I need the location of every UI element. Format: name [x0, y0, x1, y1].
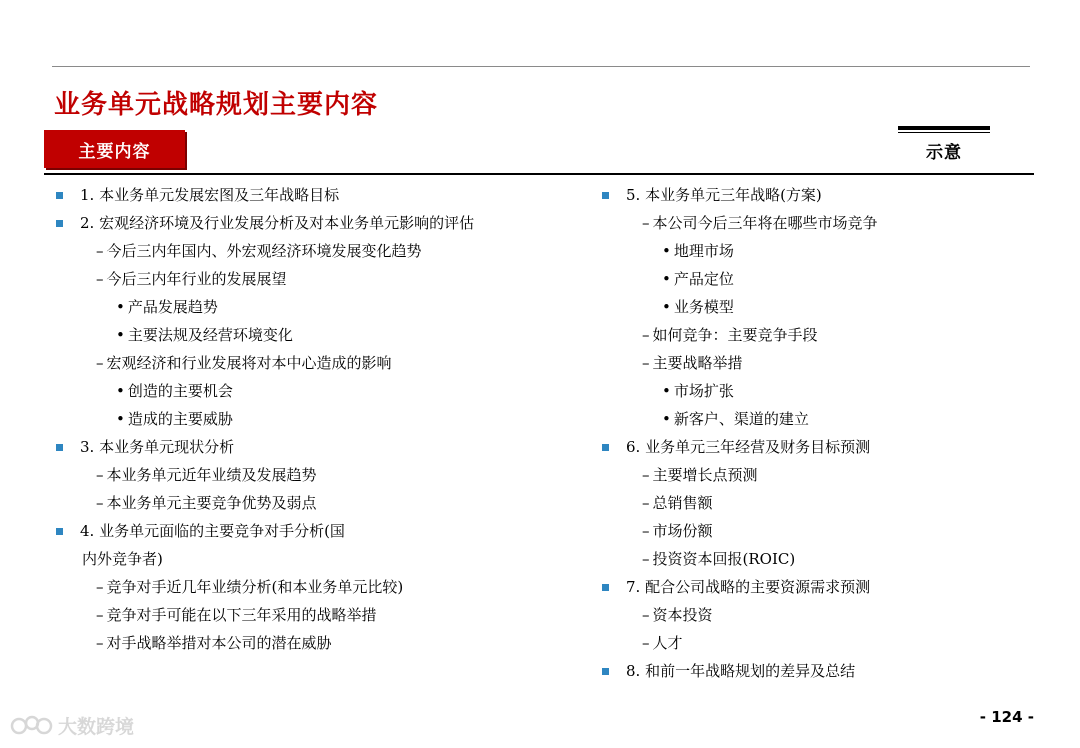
left-item-text: 本业务单元主要竞争优势及弱点 [106, 494, 317, 512]
right-item-text: 人才 [652, 634, 683, 652]
page-title: 业务单元战略规划主要内容 [54, 90, 379, 120]
right-item-text: 6. 业务单元三年经营及财务目标预测 [626, 438, 871, 456]
left-column [54, 181, 574, 657]
dot-bullet-icon: • [116, 298, 125, 316]
right-item-text: 如何竞争：主要竞争手段 [652, 326, 818, 344]
right-item-text: 5. 本业务单元三年战略(方案) [626, 186, 822, 204]
square-bullet-icon [56, 444, 63, 451]
dash-bullet-icon: – [642, 522, 650, 540]
left-item-text: 主要法规及经营环境变化 [127, 326, 293, 344]
left-item [54, 265, 574, 293]
left-item [54, 545, 574, 573]
left-item-text: 内外竞争者) [82, 550, 163, 568]
right-item-text: 新客户、渠道的建立 [673, 410, 809, 428]
right-item [600, 517, 1030, 545]
right-item [600, 321, 1030, 349]
right-item [600, 181, 1030, 209]
right-item [600, 209, 1030, 237]
right-item [600, 545, 1030, 573]
right-item [600, 489, 1030, 517]
square-bullet-icon [56, 528, 63, 535]
dash-bullet-icon: – [96, 242, 104, 260]
left-item [54, 601, 574, 629]
tab-illustration [898, 126, 990, 170]
dash-bullet-icon: – [96, 606, 104, 624]
right-item [600, 405, 1030, 433]
tab-illustration-label: 示意 [926, 143, 962, 163]
tab-rule-thick [898, 126, 990, 130]
watermark [10, 712, 134, 739]
right-item [600, 377, 1030, 405]
left-item [54, 209, 574, 237]
right-item [600, 433, 1030, 461]
right-item-text: 总销售额 [652, 494, 713, 512]
left-item-text: 产品发展趋势 [127, 298, 218, 316]
right-item [600, 265, 1030, 293]
left-item [54, 461, 574, 489]
dash-bullet-icon: – [96, 634, 104, 652]
right-item-text: 市场扩张 [673, 382, 734, 400]
left-item [54, 293, 574, 321]
square-bullet-icon [56, 220, 63, 227]
dash-bullet-icon: – [642, 550, 650, 568]
watermark-logo-icon [10, 713, 54, 739]
right-item [600, 573, 1030, 601]
tab-main-content [44, 130, 185, 168]
tab-rule-thin [898, 132, 990, 133]
left-item [54, 489, 574, 517]
left-item [54, 405, 574, 433]
dash-bullet-icon: – [96, 578, 104, 596]
square-bullet-icon [56, 192, 63, 199]
right-item-text: 7. 配合公司战略的主要资源需求预测 [626, 578, 871, 596]
left-item [54, 629, 574, 657]
right-item-text: 投资资本回报(ROIC) [652, 550, 796, 568]
dot-bullet-icon: • [662, 410, 671, 428]
square-bullet-icon [602, 668, 609, 675]
top-divider [52, 66, 1030, 67]
left-item-text: 3. 本业务单元现状分析 [80, 438, 235, 456]
tab-main-label: 主要内容 [78, 141, 151, 162]
left-item [54, 237, 574, 265]
left-item-text: 造成的主要威胁 [127, 410, 233, 428]
dash-bullet-icon: – [96, 354, 104, 372]
right-item [600, 237, 1030, 265]
left-item-text: 竞争对手近几年业绩分析(和本业务单元比较) [106, 578, 404, 596]
dot-bullet-icon: • [116, 382, 125, 400]
dot-bullet-icon: • [662, 242, 671, 260]
right-item [600, 349, 1030, 377]
dash-bullet-icon: – [642, 634, 650, 652]
dot-bullet-icon: • [116, 410, 125, 428]
right-item-text: 地理市场 [673, 242, 734, 260]
dash-bullet-icon: – [642, 494, 650, 512]
right-column [600, 181, 1030, 685]
left-item [54, 433, 574, 461]
square-bullet-icon [602, 584, 609, 591]
left-item [54, 377, 574, 405]
left-item-text: 今后三内年国内、外宏观经济环境发展变化趋势 [106, 242, 422, 260]
left-item [54, 517, 574, 545]
watermark-text: 大数跨境 [58, 716, 135, 738]
dash-bullet-icon: – [642, 214, 650, 232]
dash-bullet-icon: – [96, 270, 104, 288]
right-item-text: 本公司今后三年将在哪些市场竞争 [652, 214, 878, 232]
dot-bullet-icon: • [116, 326, 125, 344]
dot-bullet-icon: • [662, 298, 671, 316]
left-item-text: 竞争对手可能在以下三年采用的战略举措 [106, 606, 377, 624]
left-item-text: 本业务单元近年业绩及发展趋势 [106, 466, 317, 484]
right-item-text: 市场份额 [652, 522, 713, 540]
right-item [600, 293, 1030, 321]
dash-bullet-icon: – [96, 466, 104, 484]
square-bullet-icon [602, 192, 609, 199]
right-item-text: 主要战略举措 [652, 354, 743, 372]
right-item-text: 8. 和前一年战略规划的差异及总结 [626, 662, 856, 680]
square-bullet-icon [602, 444, 609, 451]
right-item [600, 601, 1030, 629]
left-item-text: 今后三内年行业的发展展望 [106, 270, 287, 288]
dash-bullet-icon: – [642, 606, 650, 624]
left-item-text: 4. 业务单元面临的主要竞争对手分析(国 [80, 522, 345, 540]
left-item [54, 573, 574, 601]
right-item-text: 业务模型 [673, 298, 734, 316]
right-item-text: 产品定位 [673, 270, 734, 288]
right-item-text: 资本投资 [652, 606, 713, 624]
dash-bullet-icon: – [642, 466, 650, 484]
right-item [600, 657, 1030, 685]
header-divider [44, 173, 1034, 175]
right-item-text: 主要增长点预测 [652, 466, 758, 484]
dot-bullet-icon: • [662, 270, 671, 288]
right-item [600, 461, 1030, 489]
left-item-text: 1. 本业务单元发展宏图及三年战略目标 [80, 186, 340, 204]
left-item-text: 对手战略举措对本公司的潜在威胁 [106, 634, 332, 652]
dash-bullet-icon: – [642, 354, 650, 372]
left-item [54, 349, 574, 377]
page-number: - 124 - [979, 708, 1034, 726]
left-item [54, 181, 574, 209]
left-item-text: 2. 宏观经济环境及行业发展分析及对本业务单元影响的评估 [80, 214, 475, 232]
dash-bullet-icon: – [96, 494, 104, 512]
right-item [600, 629, 1030, 657]
left-item-text: 宏观经济和行业发展将对本中心造成的影响 [106, 354, 392, 372]
left-item [54, 321, 574, 349]
left-item-text: 创造的主要机会 [127, 382, 233, 400]
dash-bullet-icon: – [642, 326, 650, 344]
dot-bullet-icon: • [662, 382, 671, 400]
